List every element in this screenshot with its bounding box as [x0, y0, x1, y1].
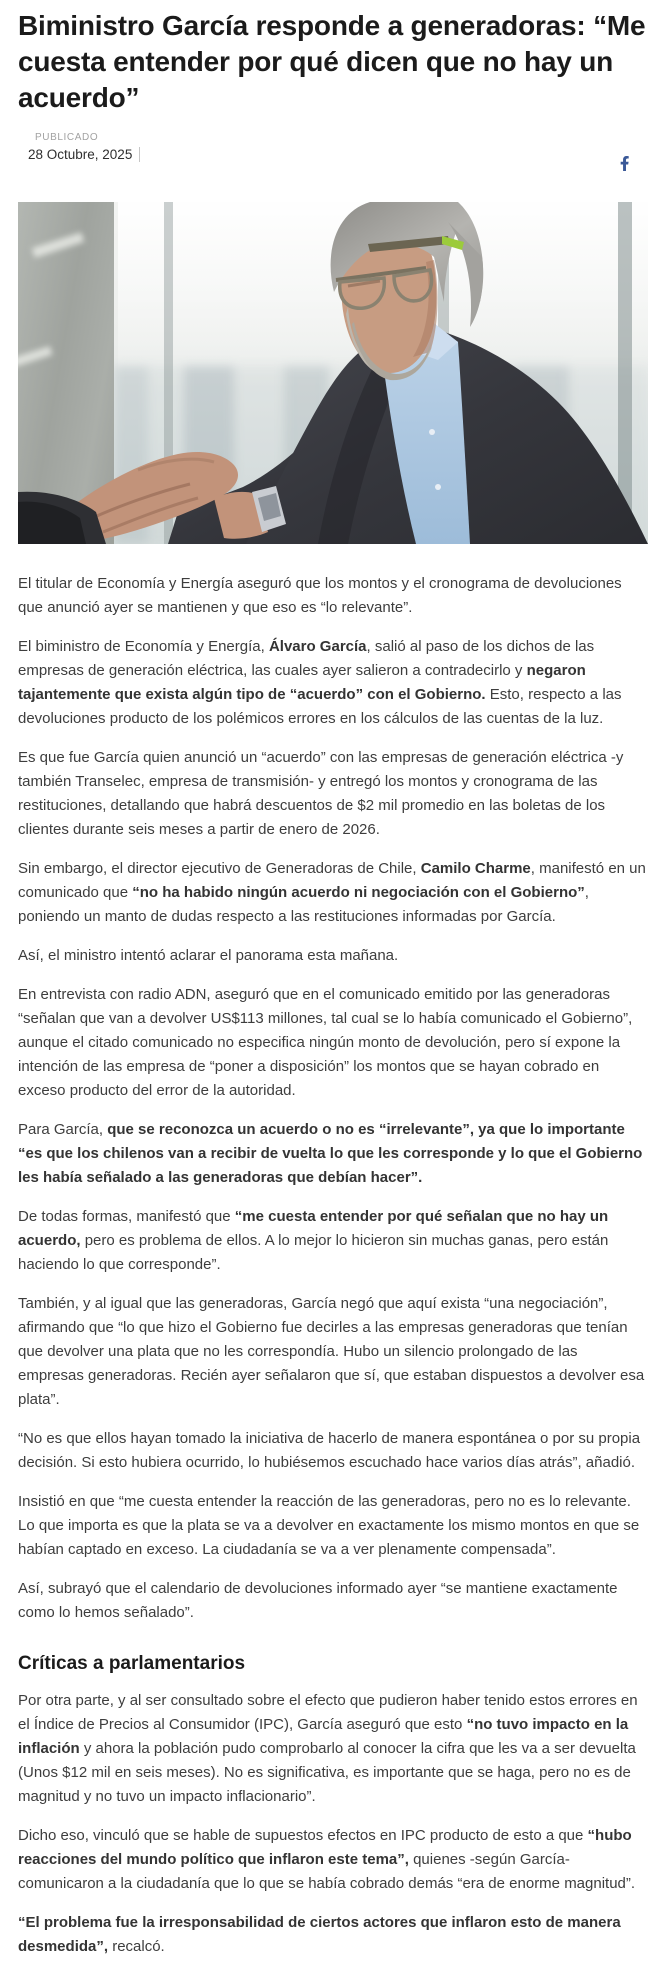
- article-paragraph: Insistió en que “me cuesta entender la reacción de las generadoras, pero no es lo relevante. Lo que importa es que la plata se va a devolver en exactamente los mismo montos en que se habían captado en exceso. La ciudadanía se va a ver plenamente compensada”.: [18, 1493, 640, 1558]
- article-meta: [28, 130, 634, 176]
- article-body: [18, 572, 646, 1959]
- article-paragraph: Así, el ministro intentó aclarar el panorama esta mañana.: [18, 947, 399, 964]
- article-paragraph: Para García, que se reconozca un acuerdo o no es “irrelevante”, ya que lo importante “es que los chilenos van a recibir de vuelta lo que les corresponde y lo que el Gobierno les había señalado a las generadoras que debían hacer”.: [18, 1121, 643, 1186]
- published-date: 28 Octubre, 2025: [28, 147, 133, 162]
- article-paragraph: “No es que ellos hayan tomado la iniciativa de hacerlo de manera espontánea o por su propia decisión. Si esto hubiera ocurrido, lo hubiésemos escuchado hace varios días atrás”, añadió.: [18, 1430, 641, 1471]
- article-paragraph: Dicho eso, vinculó que se hable de supuestos efectos en IPC producto de esto a que “hubo reacciones del mundo político que inflaron este tema”, quienes -según García- comunicaron a la ciudadanía que lo que se había cobrado demás “era de enorme magnitud”.: [18, 1827, 636, 1892]
- article-paragraph: “El problema fue la irresponsabilidad de ciertos actores que inflaron esto de manera desmedida”, recalcó.: [18, 1914, 621, 1955]
- article-photo: [18, 202, 648, 544]
- article-paragraph: El titular de Economía y Energía aseguró que los montos y el cronograma de devoluciones que anunció ayer se mantienen y que eso es “lo relevante”.: [18, 575, 622, 616]
- article-paragraph: Por otra parte, y al ser consultado sobre el efecto que pudieron haber tenido estos errores en el Índice de Precios al Consumidor (IPC), García aseguró que esto “no tuvo impacto en la inflación y ahora la población pudo comprobarlo al conocer la cifra que les va a ser devuelta (Unos $12 mil en seis meses). No es significativa, es importante que se haga, pero no es de magnitud y no tuvo un impacto inflacionario”.: [18, 1692, 638, 1805]
- facebook-share-button[interactable]: [616, 154, 634, 172]
- article-paragraph: El biministro de Economía y Energía, Álvaro García, salió al paso de los dichos de las empresas de generación eléctrica, las cuales ayer salieron a contradecirlo y negaron tajantemente que exista algún tipo de “acuerdo” con el Gobierno. Esto, respecto a las devoluciones producto de los polémicos errores en los cálculos de las cuentas de la luz.: [18, 638, 622, 727]
- article-paragraph: En entrevista con radio ADN, aseguró que en el comunicado emitido por las generadoras “señalan que van a devolver US$113 millones, tal cual se lo había comunicado el Gobierno”, aunque el citado comunicado no especifica ningún monto de devolución, pero sí expone la intención de las empresa de “poner a disposición” los montos que se hayan cobrado en exceso producto del error de la autoridad.: [18, 986, 633, 1099]
- article-paragraph: Es que fue García quien anunció un “acuerdo” con las empresas de generación eléctrica -y también Transelec, empresa de transmisión- y entregó los montos y cronograma de las restituciones, detallando que habrá descuentos de $2 mil promedio en las boletas de los clientes durante seis meses a partir de enero de 2026.: [18, 749, 624, 838]
- article-paragraph: Así, subrayó que el calendario de devoluciones informado ayer “se mantiene exactamente como lo hemos señalado”.: [18, 1580, 618, 1621]
- date-divider: [139, 147, 140, 162]
- facebook-icon: [620, 156, 629, 171]
- page-title: Biministro García responde a generadoras: “Me cuesta entender por qué dicen que no hay un acuerdo”: [18, 10, 646, 113]
- man-in-suit-illustration: [18, 202, 648, 544]
- published-line: [28, 147, 634, 162]
- article-paragraph: De todas formas, manifestó que “me cuesta entender por qué señalan que no hay un acuerdo, pero es problema de ellos. A lo mejor lo hicieron sin muchas ganas, pero están haciendo lo que corresponde”.: [18, 1208, 609, 1273]
- article-paragraph: También, y al igual que las generadoras, García negó que aquí exista “una negociación”, afirmando que “lo que hizo el Gobierno fue decirles a las empresas generadoras que tenían que devolver una plata que no les correspondía. Hubo un silencio prolongado de las empresas generadoras. Recién ayer señalaron que sí, que estaban dispuestos a devolver esa plata”.: [18, 1295, 645, 1408]
- published-label: PUBLICADO: [35, 132, 99, 143]
- section-heading: Críticas a parlamentarios: [18, 1653, 246, 1674]
- article-paragraph: Sin embargo, el director ejecutivo de Generadoras de Chile, Camilo Charme, manifestó en un comunicado que “no ha habido ningún acuerdo ni negociación con el Gobierno”, poniendo un manto de dudas respecto a las restituciones informadas por García.: [18, 860, 646, 925]
- article-page: [0, 8, 664, 1985]
